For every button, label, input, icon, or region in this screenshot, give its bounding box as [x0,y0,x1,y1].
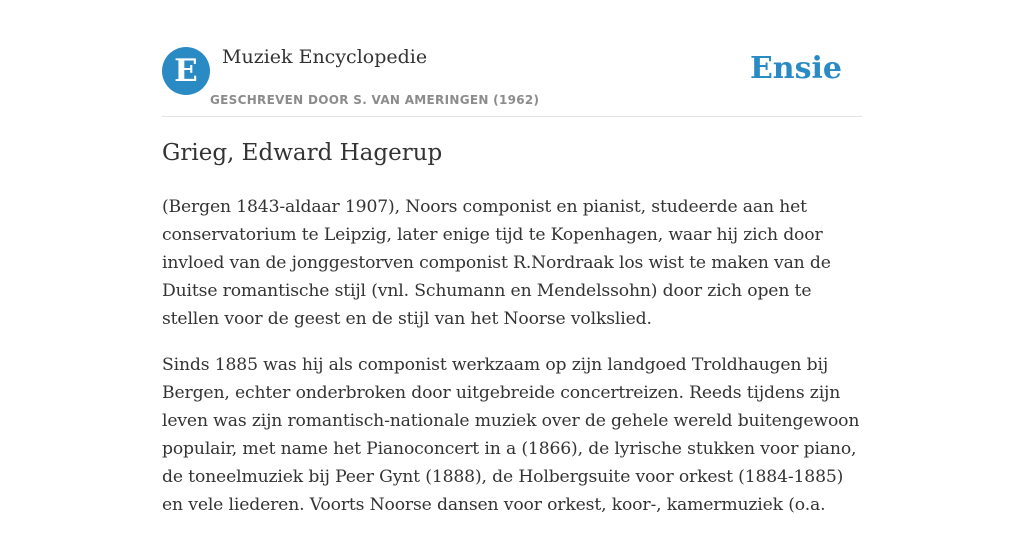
article-paragraph-1: (Bergen 1843-aldaar 1907), Noors componist en pianist, studeerde aan het conservatorium te Leipzig, later enige tijd te Kopenhagen, waar hij zich door invloed van de jonggestorven componist R.Nordraak los wist te maken van de Duitse romantische stijl (vnl. Schumann en Mendelssohn) door zich open te stellen voor de geest en de stijl van het Noorse volkslied. [162,197,831,329]
author-credit: GESCHREVEN DOOR S. VAN AMERINGEN (1962) [210,93,540,107]
article-title: Grieg, Edward Hagerup [162,140,443,166]
page-container [162,0,862,515]
site-header [162,0,862,117]
encyclopedia-name-link[interactable]: Muziek Encyclopedie [222,46,428,68]
article-body [162,193,867,537]
article-paragraph-2: Sinds 1885 was hij als componist werkzaam op zijn landgoed Troldhaugen bij Bergen, echter onderbroken door uitgebreide concertreizen. Reeds tijdens zijn leven was zijn romantisch-nationale muziek over de gehele wereld buitengewoon populair, met name het Pianoconcert in a (1866), de lyrische stukken voor piano, de toneelmuziek bij Peer Gynt (1888), de Holbergsuite voor orkest (1884-1885) en vele liederen. Voorts Noorse dansen voor orkest, koor-, kamermuziek (o.a. [162,355,860,515]
ensie-brand-logo[interactable]: Ensie [749,51,842,86]
encyclopedia-logo-icon[interactable]: E [162,47,210,95]
